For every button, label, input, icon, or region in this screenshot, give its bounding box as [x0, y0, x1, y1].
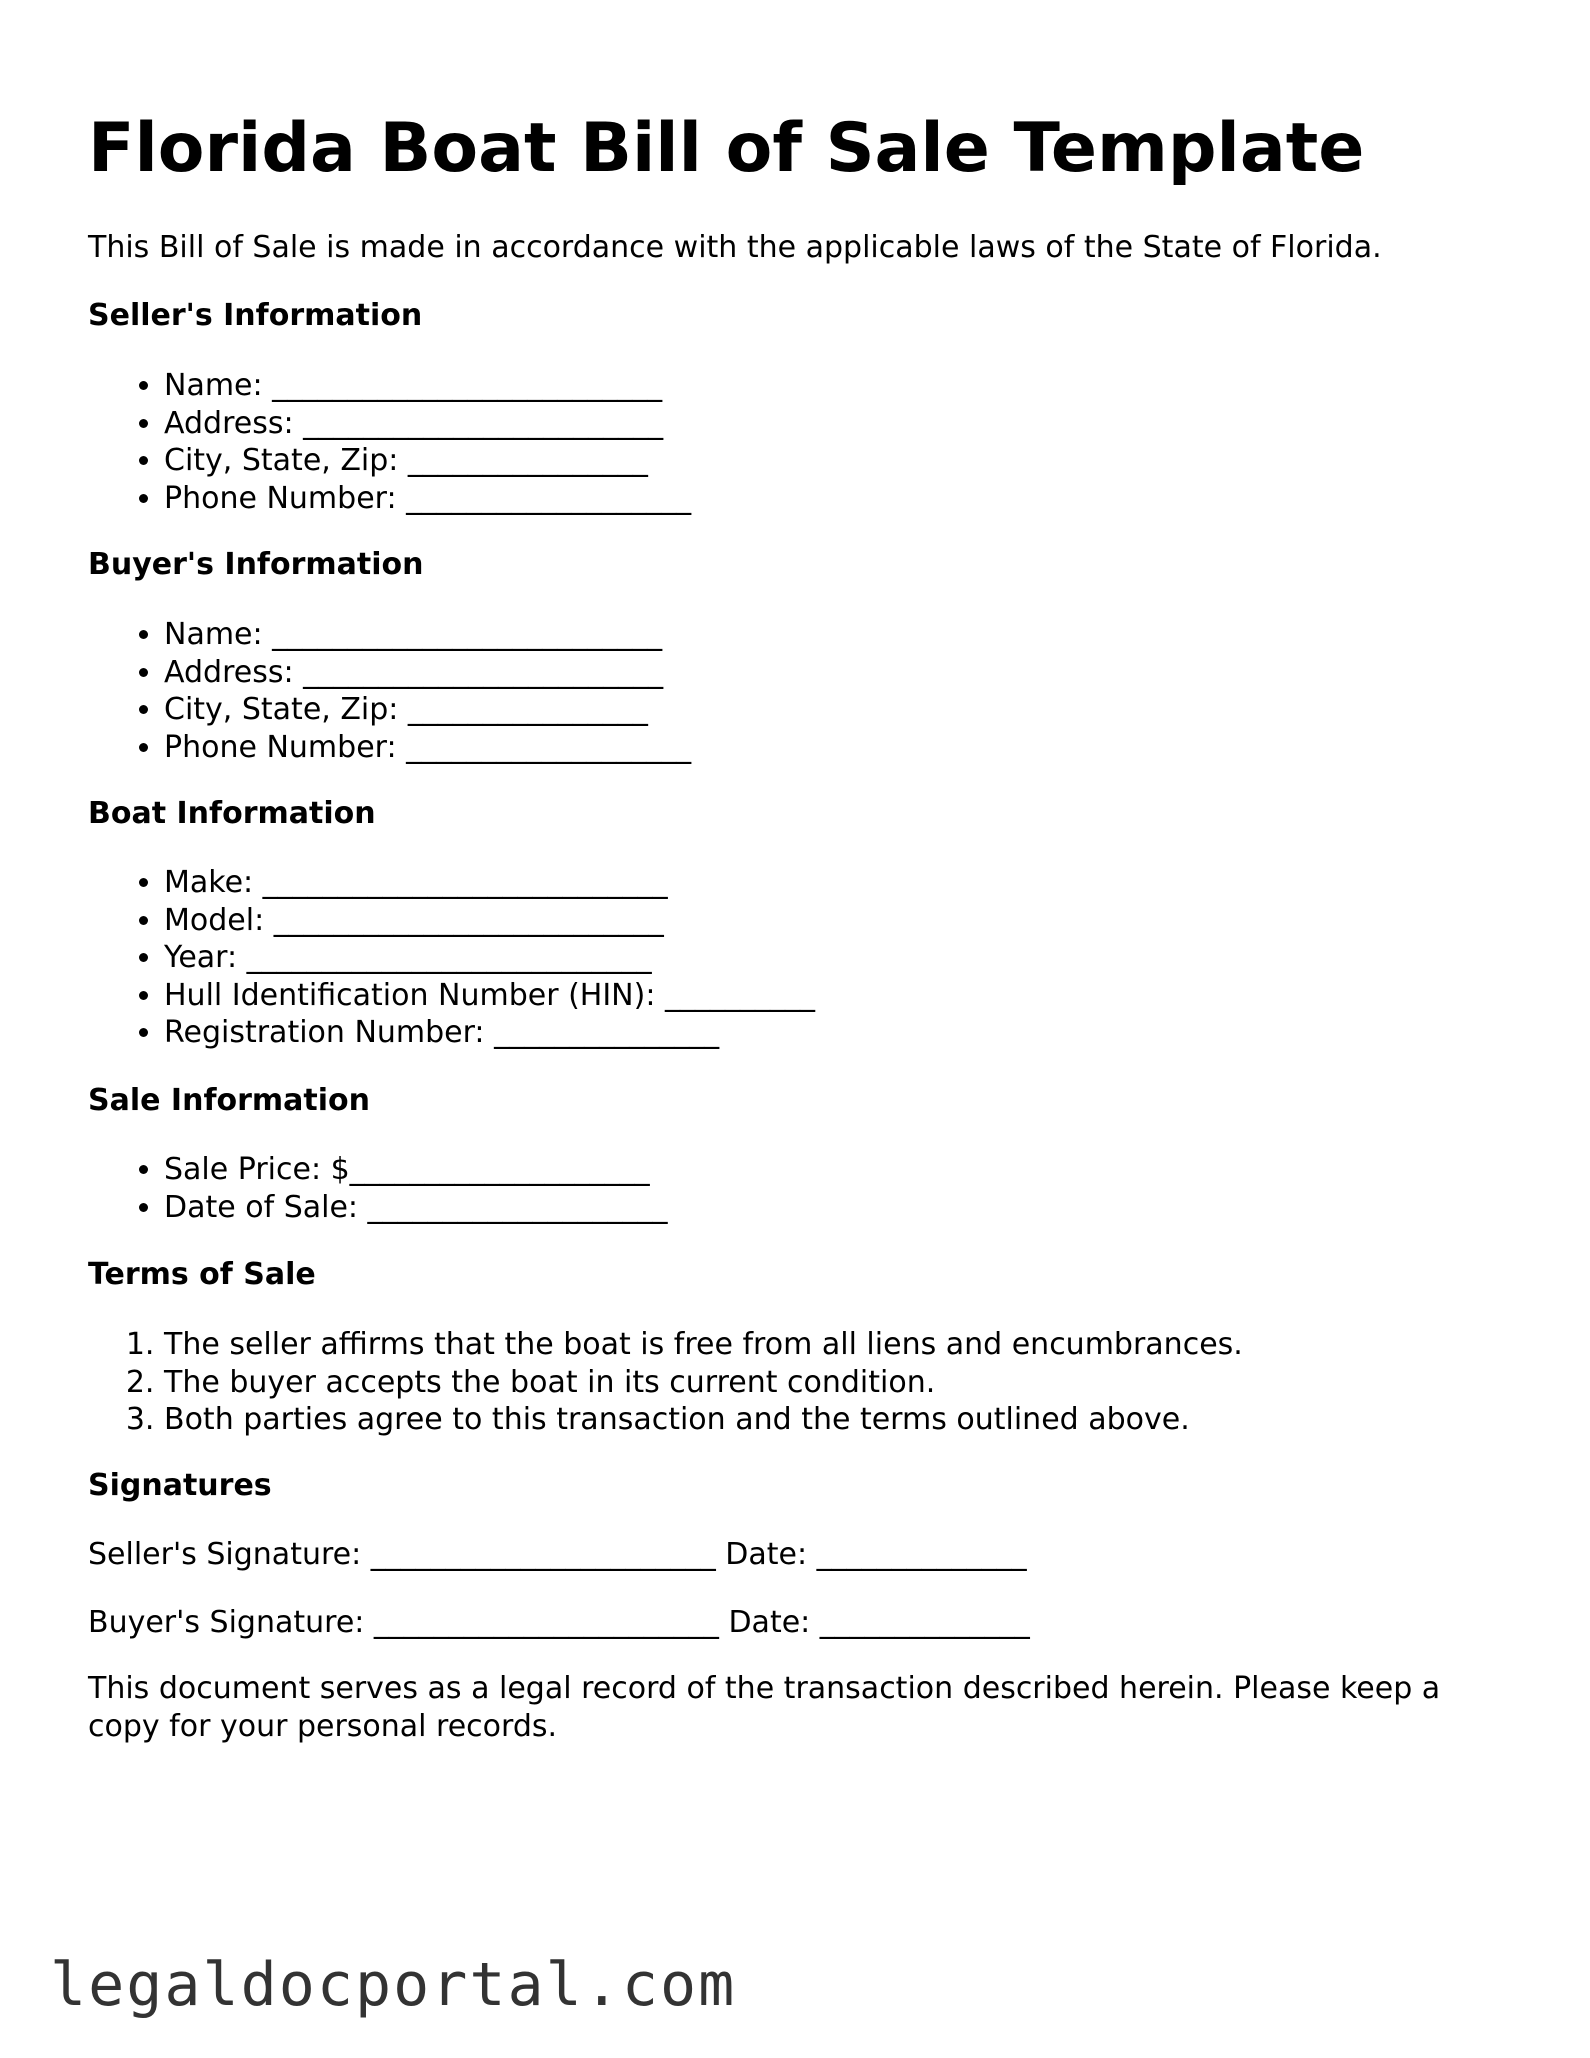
buyer-name-field[interactable]: • Name: __________________________: [164, 616, 691, 654]
buyer-fields-list: [88, 616, 691, 766]
boat-make-field[interactable]: • Make: ___________________________: [164, 864, 815, 902]
boat-year-field[interactable]: • Year: ___________________________: [164, 939, 815, 977]
seller-fields-list: [88, 367, 691, 517]
sale-date-field[interactable]: • Date of Sale: ____________________: [164, 1189, 668, 1227]
closing-paragraph: This document serves as a legal record of the transaction described herein. Please keep a copy for your personal records.: [88, 1671, 1441, 1744]
boat-fields-list: [88, 864, 815, 1052]
boat-model-field[interactable]: • Model: __________________________: [164, 902, 815, 940]
page-title: Florida Boat Bill of Sale Template: [88, 109, 1365, 188]
terms-item: 3. Both parties agree to this transaction and the terms outlined above.: [164, 1401, 1243, 1439]
boat-section-heading: Boat Information: [88, 796, 376, 831]
seller-section-heading: Seller's Information: [88, 298, 423, 333]
seller-city-state-zip-field[interactable]: • City, State, Zip: ________________: [164, 442, 691, 480]
seller-signature-line[interactable]: Seller's Signature: _______________________ Date: ______________: [88, 1537, 1027, 1572]
intro-paragraph: This Bill of Sale is made in accordance with the applicable laws of the State of Florida.: [88, 230, 1382, 265]
buyer-city-state-zip-field[interactable]: • City, State, Zip: ________________: [164, 691, 691, 729]
signatures-section-heading: Signatures: [88, 1468, 272, 1503]
watermark-logo: legaldocportal.com: [50, 1950, 737, 2020]
buyer-signature-line[interactable]: Buyer's Signature: _______________________ Date: ______________: [88, 1605, 1030, 1640]
terms-list: [88, 1326, 1243, 1439]
buyer-address-field[interactable]: • Address: ________________________: [164, 654, 691, 692]
buyer-phone-field[interactable]: • Phone Number: ___________________: [164, 729, 691, 767]
terms-item: 2. The buyer accepts the boat in its current condition.: [164, 1364, 1243, 1402]
sale-section-heading: Sale Information: [88, 1083, 370, 1118]
sale-price-field[interactable]: • Sale Price: $____________________: [164, 1151, 668, 1189]
sale-fields-list: [88, 1151, 668, 1226]
buyer-section-heading: Buyer's Information: [88, 547, 424, 582]
terms-item: 1. The seller affirms that the boat is free from all liens and encumbrances.: [164, 1326, 1243, 1364]
seller-phone-field[interactable]: • Phone Number: ___________________: [164, 480, 691, 518]
terms-section-heading: Terms of Sale: [88, 1257, 316, 1292]
seller-address-field[interactable]: • Address: ________________________: [164, 405, 691, 443]
seller-name-field[interactable]: • Name: __________________________: [164, 367, 691, 405]
boat-hin-field[interactable]: • Hull Identification Number (HIN): __________: [164, 977, 815, 1015]
boat-registration-field[interactable]: • Registration Number: _______________: [164, 1014, 815, 1052]
